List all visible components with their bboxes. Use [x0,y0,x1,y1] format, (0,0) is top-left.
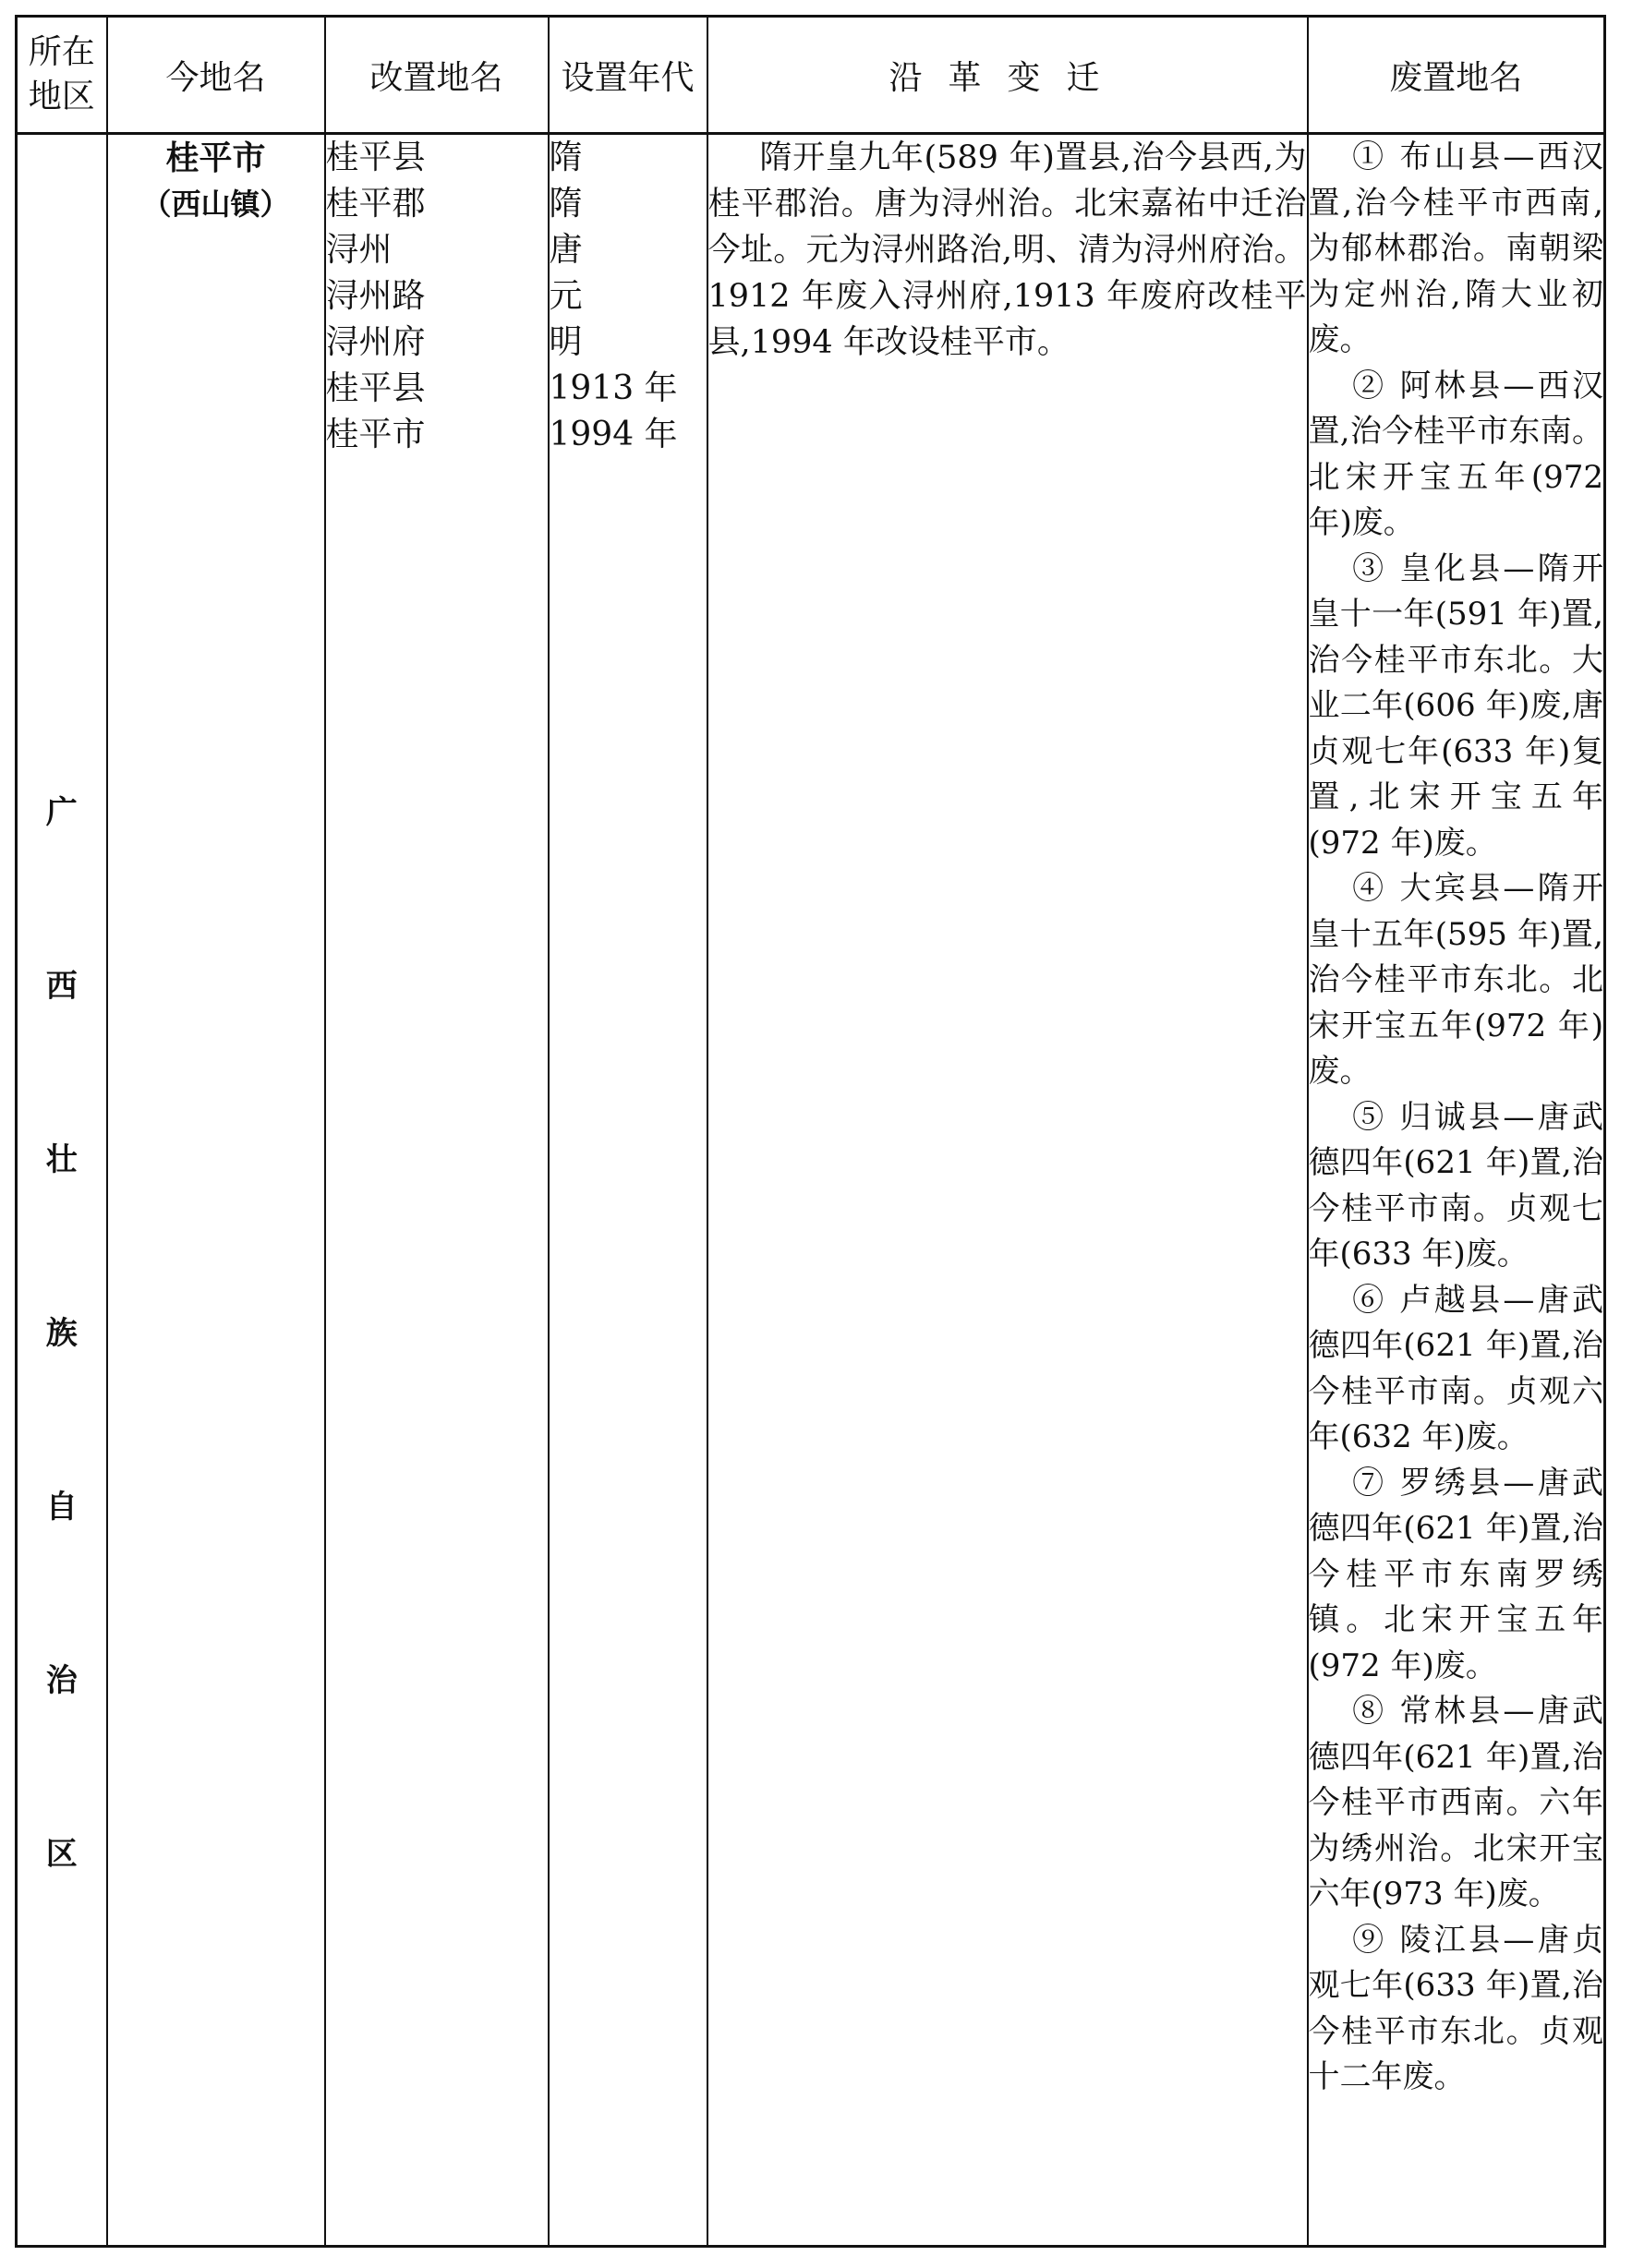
header-region-line2: 地区 [28,78,95,115]
region-char: 自 [45,1489,78,1526]
header-era: 设置年代 [549,17,707,134]
header-renamed: 改置地名 [325,17,549,134]
abolished-entry: ⑧ 常林县—唐武德四年(621 年)置,治今桂平市西南。六年为绣州治。北宋开宝六年(973 年)废。 [1308,1693,1603,1912]
header-abolished: 废置地名 [1308,17,1605,134]
renamed-item: 桂平县 [325,369,426,407]
abolished-entry: ④ 大宾县—隋开皇十五年(595 年)置,治今桂平市东北。北宋开宝五年(972 年)废。 [1308,870,1603,1090]
era-item: 隋 [549,139,583,176]
today-name: 桂平市 [165,139,266,177]
abolished-entry: ⑦ 罗绣县—唐武德四年(621 年)置,治今桂平市东南罗绣镇。北宋开宝五年(972 年)废。 [1308,1464,1603,1684]
renamed-item: 桂平市 [325,416,426,453]
region-char: 族 [45,1315,78,1352]
today-seat: （西山镇） [141,187,290,222]
header-row [17,17,1605,134]
today-name-cell [107,134,325,2247]
abolished-entry: ⑥ 卢越县—唐武德四年(621 年)置,治今桂平市南。贞观六年(632 年)废。 [1308,1281,1603,1455]
abolished-entry: ① 布山县—西汉置,治今桂平市西南,为郁林郡治。南朝梁为定州治,隋大业初废。 [1308,139,1603,358]
history-text: 隋开皇九年(589 年)置县,治今县西,为桂平郡治。唐为浔州治。北宋嘉祐中迁治今址。元为浔州路治,明、清为浔州府治。1912 年废入浔州府,1913 年废府改桂平县,1994 年改设桂平市。 [707,139,1307,361]
abolished-cell [1308,134,1605,2247]
abolished-entry: ③ 皇化县—隋开皇十一年(591 年)置,治今桂平市东北。大业二年(606 年)废,唐贞观七年(633 年)复置,北宋开宝五年(972 年)废。 [1308,549,1603,862]
region-spacer [18,135,106,726]
era-item: 明 [549,323,583,361]
renamed-item: 桂平县 [325,139,426,176]
header-region [17,17,107,134]
renamed-cell [325,134,549,2247]
era-item: 1913 年 [549,369,678,407]
era-cell [549,134,707,2247]
abolished-entry: ② 阿林县—西汉置,治今桂平市东南。北宋开宝五年(972 年)废。 [1308,367,1603,541]
table-row [17,134,1605,2247]
region-char: 广 [45,794,78,831]
renamed-item: 桂平郡 [325,185,426,223]
region-cell [17,134,107,2247]
era-item: 隋 [549,185,583,223]
renamed-item: 浔州府 [325,323,426,361]
header-today-name: 今地名 [107,17,325,134]
region-char: 区 [45,1836,78,1873]
era-item: 元 [549,277,583,315]
header-history: 沿革变迁 [707,17,1308,134]
abolished-entry: ⑤ 归诚县—唐武德四年(621 年)置,治今桂平市南。贞观七年(633 年)废。 [1308,1098,1603,1273]
region-char: 壮 [45,1141,78,1178]
history-cell [707,134,1308,2247]
era-item: 唐 [549,231,583,269]
region-char: 西 [45,968,78,1005]
region-char: 治 [45,1662,78,1699]
header-region-line1: 所在 [28,33,95,71]
era-item: 1994 年 [549,416,678,453]
gazetteer-table [15,15,1606,2248]
renamed-item: 浔州 [325,231,393,269]
renamed-item: 浔州路 [325,277,426,315]
abolished-entry: ⑨ 陵江县—唐贞观七年(633 年)置,治今桂平市东北。贞观十二年废。 [1308,1921,1603,2095]
